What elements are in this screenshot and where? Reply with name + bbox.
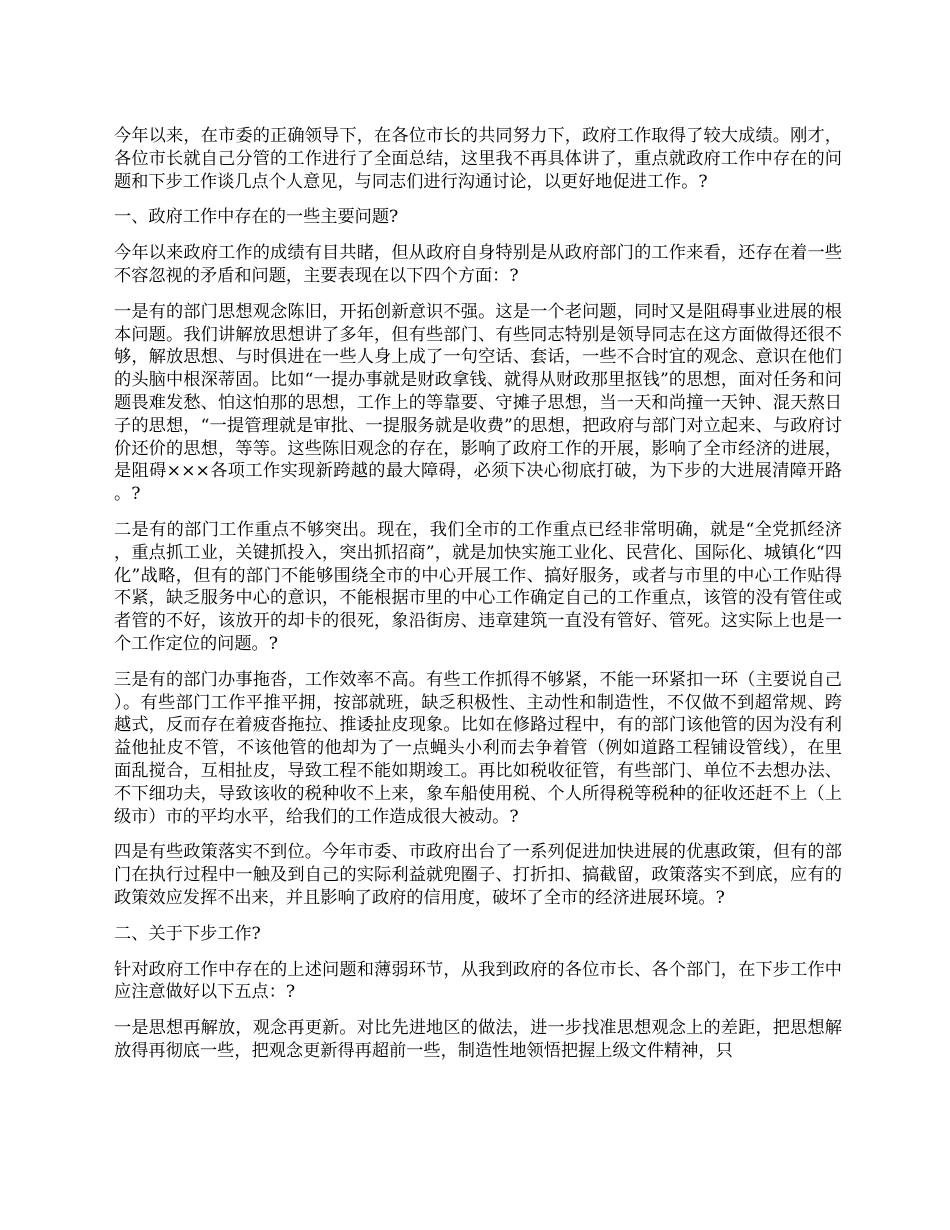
- paragraph-next-step-1: 一是思想再解放，观念再更新。对比先进地区的做法，进一步找准思想观念上的差距，把思想解放得再彻底一些，把观念更新得再超前一些，制造性地领悟把握上级文件精神，只: [114, 1018, 842, 1061]
- paragraph-problem-1: 一是有的部门思想观念陈旧，开拓创新意识不强。这是一个老问题，同时又是阻碍事业进展的根本问题。我们讲解放思想讲了多年，但有些部门、有些同志特别是领导同志在这方面做得还很不够，解放思想、与时俱进在一些人身上成了一句空话、套话，一些不合时宜的观念、意识在他们的头脑中根深蒂固。比如“一提办事就是财政拿钱、就得从财政那里抠钱”的思想，面对任务和问题畏难发愁、怕这怕那的思想，工作上的等靠要、守摊子思想，当一天和尚撞一天钟、混天熬日子的思想，“一提管理就是审批、一提服务就是收费”的思想，把政府与部门对立起来、与政府讨价还价的思想，等等。这些陈旧观念的存在，影响了政府工作的开展，影响了全市经济的进展，是阻碍×××各项工作实现新跨越的最大障碍，必须下决心彻底打破，为下步的大进展清障开路。?: [114, 301, 842, 505]
- document-body: [114, 125, 842, 1076]
- section-heading-problems: 一、政府工作中存在的一些主要问题?: [114, 207, 399, 228]
- paragraph-next-steps-overview: 针对政府工作中存在的上述问题和薄弱环节，从我到政府的各位市长、各个部门，在下步工作中应注意做好以下五点：?: [114, 959, 842, 1003]
- paragraph-problem-3: 三是有的部门办事拖沓，工作效率不高。有些工作抓得不够紧，不能一环紧扣一环（主要说自己）。有些部门工作平推平拥，按部就班，缺乏积极性、主动性和制造性，不仅做不到超常规、跨越式，反而存在着疲沓拖拉、推诿扯皮现象。比如在修路过程中，有的部门该他管的因为没有利益他扯皮不管，不该他管的他却为了一点蝇头小利而去争着管（例如道路工程铺设管线），在里面乱搅合，互相扯皮，导致工程不能如期竣工。再比如税收征管，有些部门、单位不去想办法、不下细功夫，导致该收的税种收不上来，象车船使用税、个人所得税等税种的征收还赶不上（上级市）市的平均水平，给我们的工作造成很大被动。?: [114, 669, 842, 827]
- paragraph-problem-4: 四是有些政策落实不到位。今年市委、市政府出台了一系列促进加快进展的优惠政策，但有的部门在执行过程中一触及到自己的实际利益就兜圈子、打折扣、搞截留，政策落实不到底，应有的政策效应发挥不出来，并且影响了政府的信用度，破坏了全市的经济进展环境。?: [114, 842, 842, 908]
- section-heading-next-steps: 二、关于下步工作?: [114, 923, 261, 944]
- paragraph-problem-2: 二是有的部门工作重点不够突出。现在，我们全市的工作重点已经非常明确，就是“全党抓经济，重点抓工业，关键抓投入，突出抓招商”，就是加快实施工业化、民营化、国际化、城镇化“四化”战略，但有的部门不能够围绕全市的中心开展工作、搞好服务，或者与市里的中心工作贴得不紧，缺乏服务中心的意识，不能根据市里的中心工作确定自己的工作重点，该管的没有管住或者管的不好，该放开的却卡的很死，象沿街房、违章建筑一直没有管好、管死。这实际上也是一个工作定位的问题。?: [114, 519, 842, 654]
- paragraph-problems-overview: 今年以来政府工作的成绩有目共睹，但从政府自身特别是从政府部门的工作来看，还存在着一些不容忽视的矛盾和问题，主要表现在以下四个方面：?: [114, 243, 842, 286]
- paragraph-intro: 今年以来，在市委的正确领导下，在各位市长的共同努力下，政府工作取得了较大成绩。刚才，各位市长就自己分管的工作进行了全面总结，这里我不再具体讲了，重点就政府工作中存在的问题和下步工作谈几点个人意见，与同志们进行沟通讨论，以更好地促进工作。?: [114, 126, 842, 192]
